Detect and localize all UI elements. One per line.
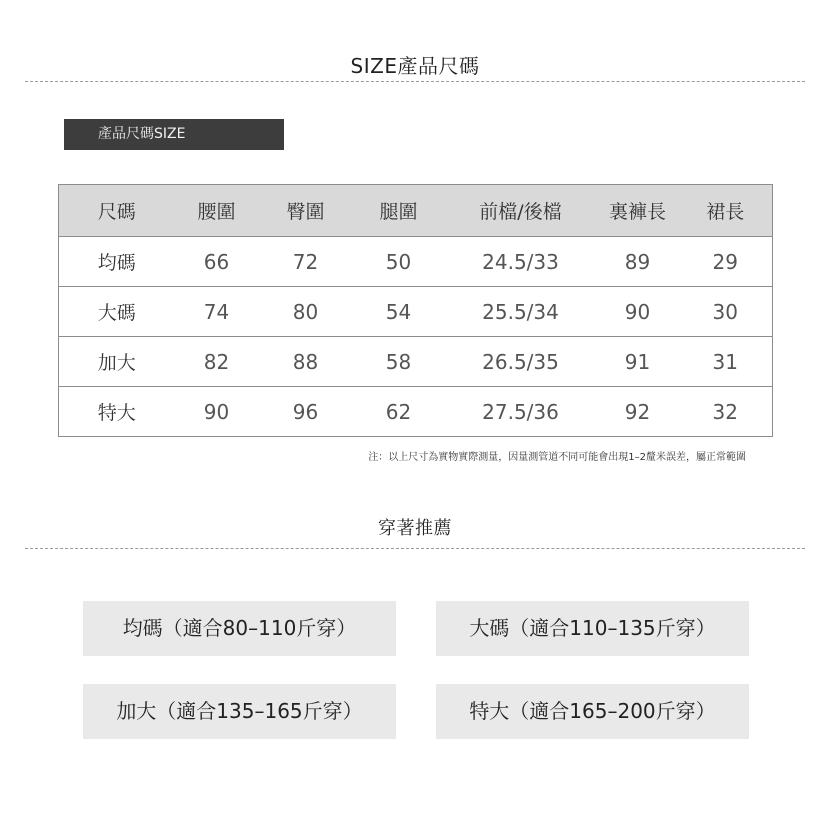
table-cell: 29 [679, 237, 773, 287]
page-title: SIZE產品尺碼 [350, 54, 480, 78]
table-cell: 90 [597, 287, 679, 337]
table-cell: 26.5/35 [445, 337, 597, 387]
table-cell: 30 [679, 287, 773, 337]
table-header-row [59, 185, 773, 237]
column-header: 腰圍 [175, 185, 259, 237]
recommend-item-xx-large: 特大（適合165–200斤穿） [436, 684, 749, 739]
size-name-cell: 特大 [59, 387, 175, 437]
table-cell: 89 [597, 237, 679, 287]
table-cell: 24.5/33 [445, 237, 597, 287]
recommend-title: 穿著推薦 [378, 518, 452, 539]
table-cell: 88 [259, 337, 353, 387]
size-name-cell: 大碼 [59, 287, 175, 337]
table-cell: 62 [353, 387, 445, 437]
title-divider [25, 81, 805, 82]
size-table [58, 184, 773, 437]
recommend-item-one-size: 均碼（適合80–110斤穿） [83, 601, 396, 656]
recommend-item-large: 大碼（適合110–135斤穿） [436, 601, 749, 656]
table-row [59, 387, 773, 437]
column-header: 前檔/後檔 [445, 185, 597, 237]
table-cell: 31 [679, 337, 773, 387]
table-cell: 96 [259, 387, 353, 437]
table-cell: 66 [175, 237, 259, 287]
column-header: 腿圍 [353, 185, 445, 237]
size-name-cell: 均碼 [59, 237, 175, 287]
table-cell: 25.5/34 [445, 287, 597, 337]
table-cell: 32 [679, 387, 773, 437]
table-cell: 74 [175, 287, 259, 337]
measurement-note: 注：以上尺寸為實物實際測量，因量測管道不同可能會出現1–2釐米誤差，屬正常範圍 [368, 452, 746, 463]
table-cell: 54 [353, 287, 445, 337]
table-cell: 50 [353, 237, 445, 287]
table-row [59, 287, 773, 337]
table-cell: 82 [175, 337, 259, 387]
table-cell: 90 [175, 387, 259, 437]
recommend-divider [25, 548, 805, 549]
column-header: 裏褲長 [597, 185, 679, 237]
column-header: 尺碼 [59, 185, 175, 237]
table-row [59, 237, 773, 287]
recommend-item-x-large: 加大（適合135–165斤穿） [83, 684, 396, 739]
table-cell: 80 [259, 287, 353, 337]
table-row [59, 337, 773, 387]
column-header: 臀圍 [259, 185, 353, 237]
table-cell: 91 [597, 337, 679, 387]
table-cell: 27.5/36 [445, 387, 597, 437]
table-cell: 92 [597, 387, 679, 437]
table-cell: 58 [353, 337, 445, 387]
column-header: 裙長 [679, 185, 773, 237]
size-section-label: 產品尺碼SIZE [64, 119, 284, 150]
table-cell: 72 [259, 237, 353, 287]
size-name-cell: 加大 [59, 337, 175, 387]
